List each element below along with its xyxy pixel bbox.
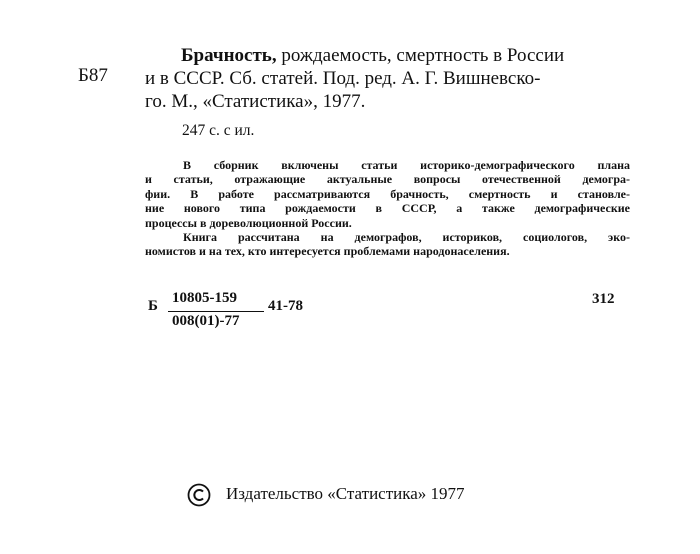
catalog-code: Б87	[78, 65, 108, 86]
title-line-3: го. М., «Статистика», 1977.	[145, 91, 366, 112]
index-numerator: 10805-159	[172, 290, 237, 306]
annotation-line: В сборник включены статьи историко-демографического плана	[183, 158, 630, 172]
annotation-line: номистов и на тех, кто интересуется проблемами народонаселения.	[145, 244, 510, 259]
title-bold-word: Брачность,	[181, 45, 277, 66]
bibliographic-title	[145, 44, 675, 113]
title-line-1-rest: рождаемость, смертность в России	[276, 45, 565, 66]
annotation-line: фии. В работе рассматриваются брачность, смертность и становле-	[145, 186, 630, 201]
annotation-line: ние нового типа рождаемости в СССР, а также демографические	[145, 201, 630, 216]
annotation-line: и статьи, отражающие актуальные вопросы отечественной демогра-	[145, 172, 630, 187]
publisher-line: Издательство «Статистика» 1977	[226, 484, 465, 503]
annotation-line: Книга рассчитана на демографов, историков, социологов, эко-	[183, 230, 630, 245]
title-line-1	[145, 44, 675, 67]
fraction-bar	[168, 311, 264, 312]
index-denominator: 008(01)-77	[172, 313, 240, 329]
copyright-icon	[187, 483, 211, 507]
price-code: 312	[592, 291, 615, 307]
index-letter: Б	[148, 298, 158, 314]
title-line-2: и в СССР. Сб. статей. Под. ред. А. Г. Вишневско-	[145, 68, 541, 89]
annotation	[145, 158, 630, 259]
index-suffix: 41-78	[268, 298, 303, 314]
page-count: 247 с. с ил.	[182, 122, 255, 139]
annotation-line: процессы в дореволюционной России.	[145, 215, 352, 230]
